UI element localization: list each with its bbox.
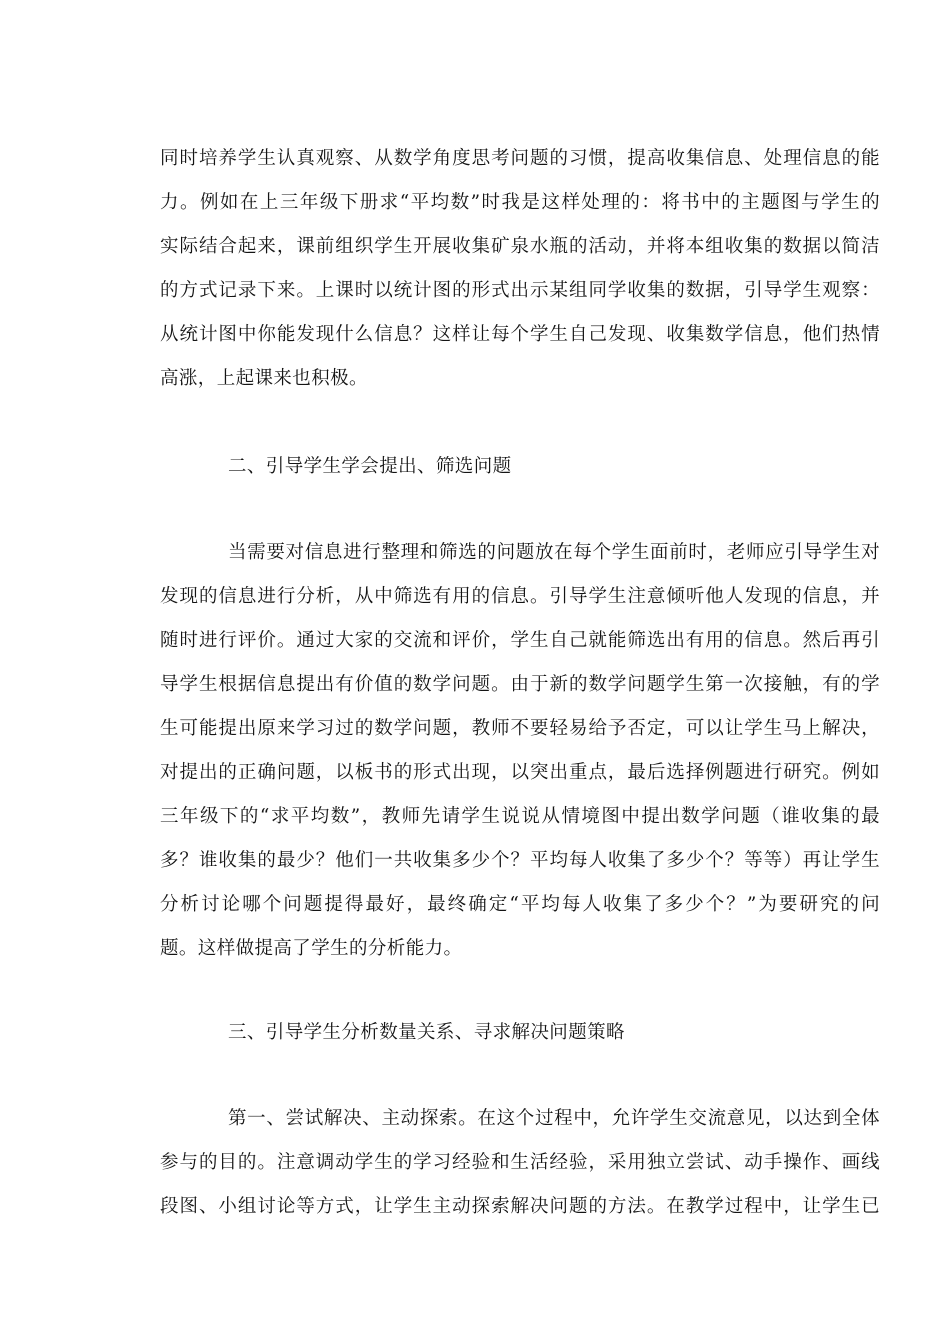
paragraph-line: 对提出的正确问题，以板书的形式出现，以突出重点，最后选择例题进行研究。例如	[160, 762, 880, 783]
section-heading: 三、引导学生分析数量关系、寻求解决问题策略	[228, 1022, 625, 1043]
paragraph-line: 同时培养学生认真观察、从数学角度思考问题的习惯，提高收集信息、处理信息的能	[160, 148, 880, 169]
paragraph-line: 参与的目的。注意调动学生的学习经验和生活经验，采用独立尝试、动手操作、画线	[160, 1152, 880, 1173]
paragraph-line: 段图、小组讨论等方式，让学生主动探索解决问题的方法。在教学过程中，让学生已	[160, 1196, 880, 1217]
paragraph-line: 三年级下的“求平均数”，教师先请学生说说从情境图中提出数学问题（谁收集的最	[160, 806, 880, 827]
paragraph-line: 高涨，上起课来也积极。	[160, 368, 368, 389]
paragraph-line: 实际结合起来，课前组织学生开展收集矿泉水瓶的活动，并将本组收集的数据以简洁	[160, 236, 880, 257]
paragraph-line: 力。例如在上三年级下册求“平均数”时我是这样处理的：将书中的主题图与学生的	[160, 192, 880, 213]
paragraph-line: 发现的信息进行分析，从中筛选有用的信息。引导学生注意倾听他人发现的信息，并	[160, 586, 880, 607]
paragraph-line: 多？谁收集的最少？他们一共收集多少个？平均每人收集了多少个？等等）再让学生	[160, 850, 880, 871]
paragraph-line: 当需要对信息进行整理和筛选的问题放在每个学生面前时，老师应引导学生对	[228, 542, 880, 563]
paragraph-line: 生可能提出原来学习过的数学问题，教师不要轻易给予否定，可以让学生马上解决，	[160, 718, 880, 739]
paragraph-line: 随时进行评价。通过大家的交流和评价，学生自己就能筛选出有用的信息。然后再引	[160, 630, 880, 651]
paragraph-line: 的方式记录下来。上课时以统计图的形式出示某组同学收集的数据，引导学生观察：	[160, 280, 880, 301]
paragraph-line: 题。这样做提高了学生的分析能力。	[160, 938, 463, 959]
section-heading: 二、引导学生学会提出、筛选问题	[228, 456, 512, 477]
paragraph-line: 分析讨论哪个问题提得最好，最终确定“平均每人收集了多少个？”为要研究的问	[160, 894, 880, 915]
paragraph-line: 导学生根据信息提出有价值的数学问题。由于新的数学问题学生第一次接触，有的学	[160, 674, 880, 695]
paragraph-line: 从统计图中你能发现什么信息？这样让每个学生自己发现、收集数学信息，他们热情	[160, 324, 880, 345]
paragraph-line: 第一、尝试解决、主动探索。在这个过程中，允许学生交流意见，以达到全体	[228, 1108, 880, 1129]
